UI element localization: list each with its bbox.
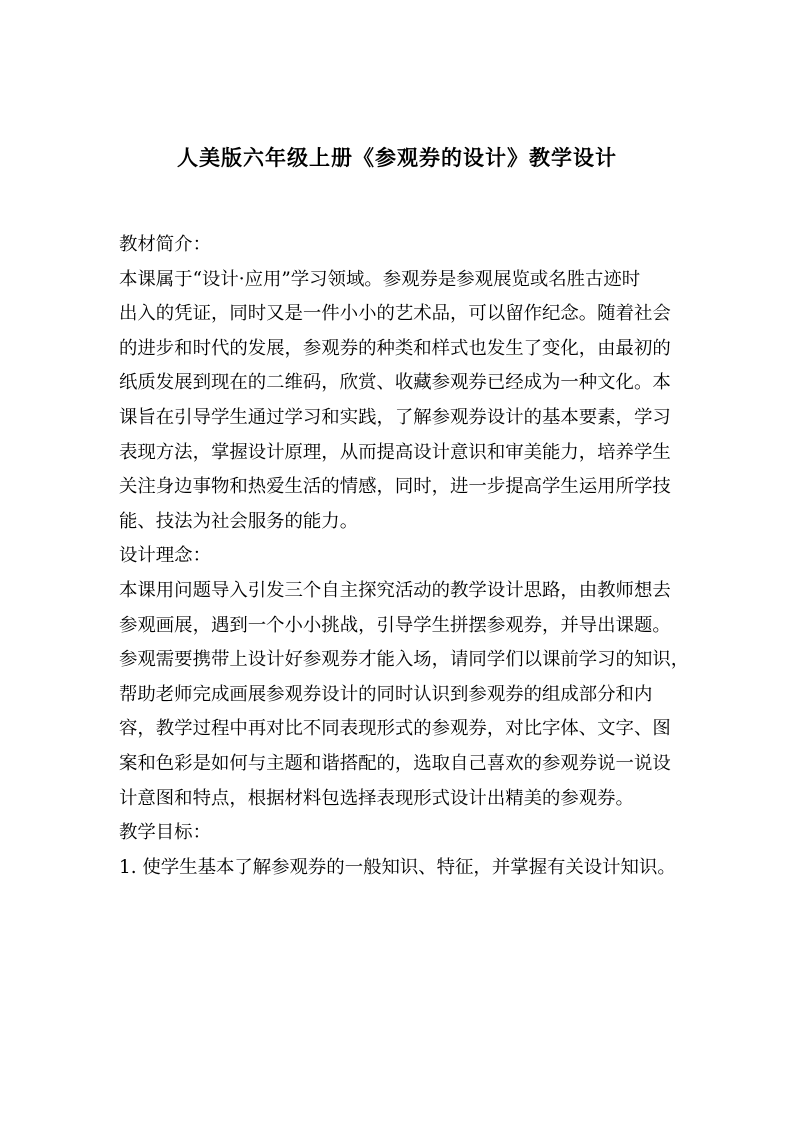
document-title: 人美版六年级上册《参观券的设计》教学设计 — [177, 145, 617, 170]
section-heading-teaching-goals: 教学目标： — [119, 822, 211, 844]
paragraph-line: 课旨在引导学生通过学习和实践，了解参观券设计的基本要素，学习 — [119, 406, 671, 428]
goal-item-1: 1. 使学生基本了解参观券的一般知识、特征，并掌握有关设计知识。 — [119, 856, 676, 878]
paragraph-line: 表现方法，掌握设计原理，从而提高设计意识和审美能力，培养学生 — [119, 441, 671, 463]
paragraph-line: 计意图和特点，根据材料包选择表现形式设计出精美的参观券。 — [119, 787, 634, 809]
document-body — [119, 228, 690, 885]
paragraph-line: 本课属于“设计·应用”学习领域。参观券是参观展览或名胜古迹时 — [119, 268, 641, 290]
paragraph-line: 的进步和时代的发展，参观券的种类和样式也发生了变化，由最初的 — [119, 337, 671, 359]
paragraph-line: 参观画展，遇到一个小小挑战，引导学生拼摆参观券，并导出课题。 — [119, 614, 671, 636]
paragraph-line: 关注身边事物和热爱生活的情感，同时，进一步提高学生运用所学技 — [119, 476, 671, 498]
paragraph-line: 参观需要携带上设计好参观券才能入场，请同学们以课前学习的知识， — [119, 649, 690, 671]
paragraph-line: 案和色彩是如何与主题和谐搭配的，选取自己喜欢的参观券说一说设 — [119, 752, 671, 774]
paragraph-line: 容，教学过程中再对比不同表现形式的参观券，对比字体、文字、图 — [119, 718, 671, 740]
paragraph-line: 帮助老师完成画展参观券设计的同时认识到参观券的组成部分和内 — [119, 683, 653, 705]
paragraph-line: 出入的凭证，同时又是一件小小的艺术品，可以留作纪念。随着社会 — [119, 303, 671, 325]
section-heading-textbook-intro: 教材简介： — [119, 234, 211, 255]
paragraph-line: 能、技法为社会服务的能力。 — [119, 510, 359, 532]
paragraph-line: 本课用问题导入引发三个自主探究活动的教学设计思路，由教师想去 — [119, 579, 671, 601]
paragraph-line: 纸质发展到现在的二维码，欣赏、收藏参观券已经成为一种文化。本 — [119, 372, 671, 394]
section-heading-design-concept: 设计理念： — [119, 545, 211, 567]
